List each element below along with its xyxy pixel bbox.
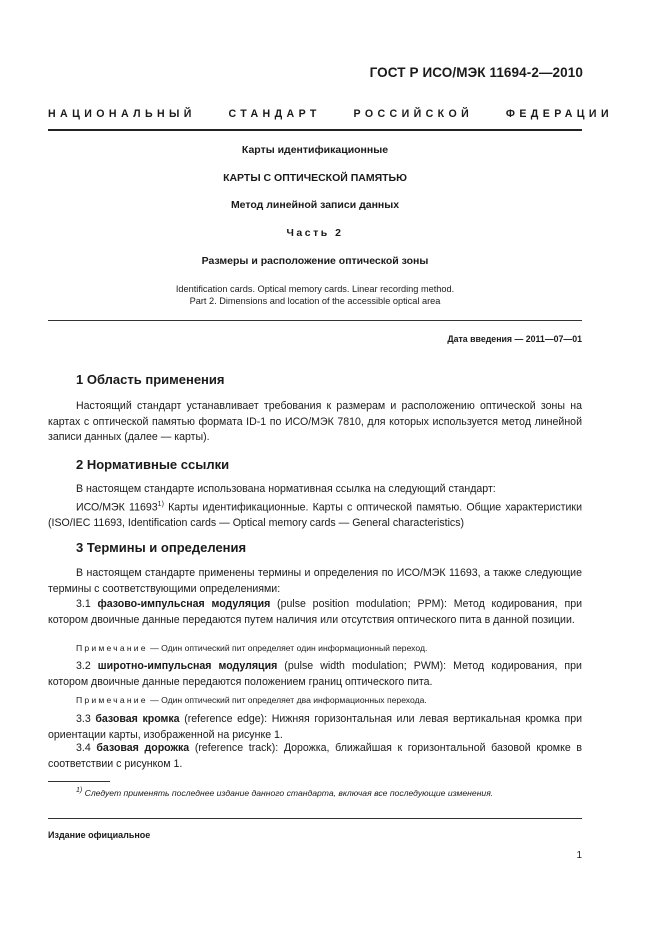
term-3-2	[48, 659, 582, 690]
banner-word: ФЕДЕРАЦИИ	[505, 108, 613, 120]
title-line-2: КАРТЫ С ОПТИЧЕСКОЙ ПАМЯТЬЮ	[223, 172, 407, 184]
banner-divider	[48, 129, 582, 131]
term-name: широтно-импульсная модуляция	[97, 660, 278, 672]
note-text: — Один оптический пит определяет один информационный переход.	[147, 643, 428, 653]
note-2	[76, 695, 427, 705]
term-3-1	[48, 597, 582, 628]
term-number: 3.1	[76, 598, 98, 610]
term-3-3	[48, 712, 582, 743]
banner-word: НАЦИОНАЛЬНЫЙ	[48, 108, 196, 120]
reference-text: Карты идентификационные. Карты с оптической памятью. Общие характеристики (ISO/IEC 11693, Identification cards — Optical memory cards — General characteristics)	[48, 501, 582, 530]
document-code: ГОСТ Р ИСО/МЭК 11694-2—2010	[369, 65, 583, 80]
section-1-paragraph	[48, 399, 582, 446]
term-3-4	[48, 741, 582, 772]
note-1	[76, 643, 427, 653]
title-part: Часть 2	[286, 227, 344, 239]
section-1-text: Настоящий стандарт устанавливает требования к размерам и расположению оптической зоны на картах с оптической памятью формата ID-1 по ИСО/МЭК 7810, для которых используется метод линейной записи данных (далее — карты).	[48, 400, 582, 444]
section-2-reference	[48, 497, 582, 532]
term-definition: (reference edge): Нижняя горизонтальная или левая вертикальная кромка при ориентации карты, изображенной на рисунке 1.	[48, 713, 583, 741]
term-name: базовая дорожка	[96, 742, 190, 754]
title-english-1: Identification cards. Optical memory cards. Linear recording method.	[175, 284, 455, 294]
term-definition: (pulse position modulation; PPM): Метод кодирования, при котором двоичные данные передаются путем наличия или отсутствия оптического пита в данной позиции.	[48, 598, 583, 626]
term-definition: (pulse width modulation; PWM): Метод кодирования, при котором двоичные данные передаются положением границ оптического пита.	[48, 660, 582, 688]
note-text: — Один оптический пит определяет два информационных перехода.	[147, 695, 427, 705]
banner-word: РОССИЙСКОЙ	[353, 108, 474, 120]
section-2-intro: В настоящем стандарте использована нормативная ссылка на следующий стандарт:	[76, 483, 496, 495]
title-divider	[48, 320, 582, 321]
footnote-ref: 1)	[157, 501, 164, 508]
national-standard-banner	[48, 108, 613, 120]
note-label: Примечание	[76, 643, 148, 653]
page-number: 1	[576, 850, 582, 861]
footnote-divider	[48, 781, 110, 782]
footnote-text: Следует применять последнее издание данного стандарта, включая все последующие изменения.	[82, 787, 494, 798]
footer-divider	[48, 818, 582, 819]
section-2-heading: 2 Нормативные ссылки	[76, 457, 230, 472]
section-1-heading: 1 Область применения	[76, 372, 225, 387]
edition-label: Издание официальное	[48, 830, 151, 840]
term-definition: (reference track): Дорожка, ближайшая к горизонтальной базовой кромке в соответствии с рисунком 1.	[48, 742, 582, 770]
footnote	[76, 787, 493, 798]
section-3-heading: 3 Термины и определения	[76, 540, 247, 555]
effective-date: Дата введения — 2011—07—01	[447, 334, 582, 344]
note-label: Примечание	[76, 695, 148, 705]
banner-word: СТАНДАРТ	[228, 108, 321, 120]
title-line-1: Карты идентификационные	[241, 144, 389, 156]
footnote-mark: 1)	[76, 787, 83, 794]
title-line-4: Размеры и расположение оптической зоны	[201, 255, 429, 267]
title-english-2: Part 2. Dimensions and location of the accessible optical area	[189, 296, 441, 306]
term-name: фазово-импульсная модуляция	[97, 598, 271, 610]
term-number: 3.4	[76, 742, 97, 754]
section-3-intro	[48, 566, 582, 597]
reference-code: ИСО/МЭК 11693	[76, 501, 158, 514]
section-3-intro-text: В настоящем стандарте применены термины и определения по ИСО/МЭК 11693, а также следующие термины с соответствующими определениями:	[48, 567, 582, 595]
term-number: 3.3	[76, 713, 96, 725]
term-number: 3.2	[76, 660, 98, 672]
term-name: базовая кромка	[95, 713, 180, 725]
title-line-3: Метод линейной записи данных	[230, 199, 400, 211]
